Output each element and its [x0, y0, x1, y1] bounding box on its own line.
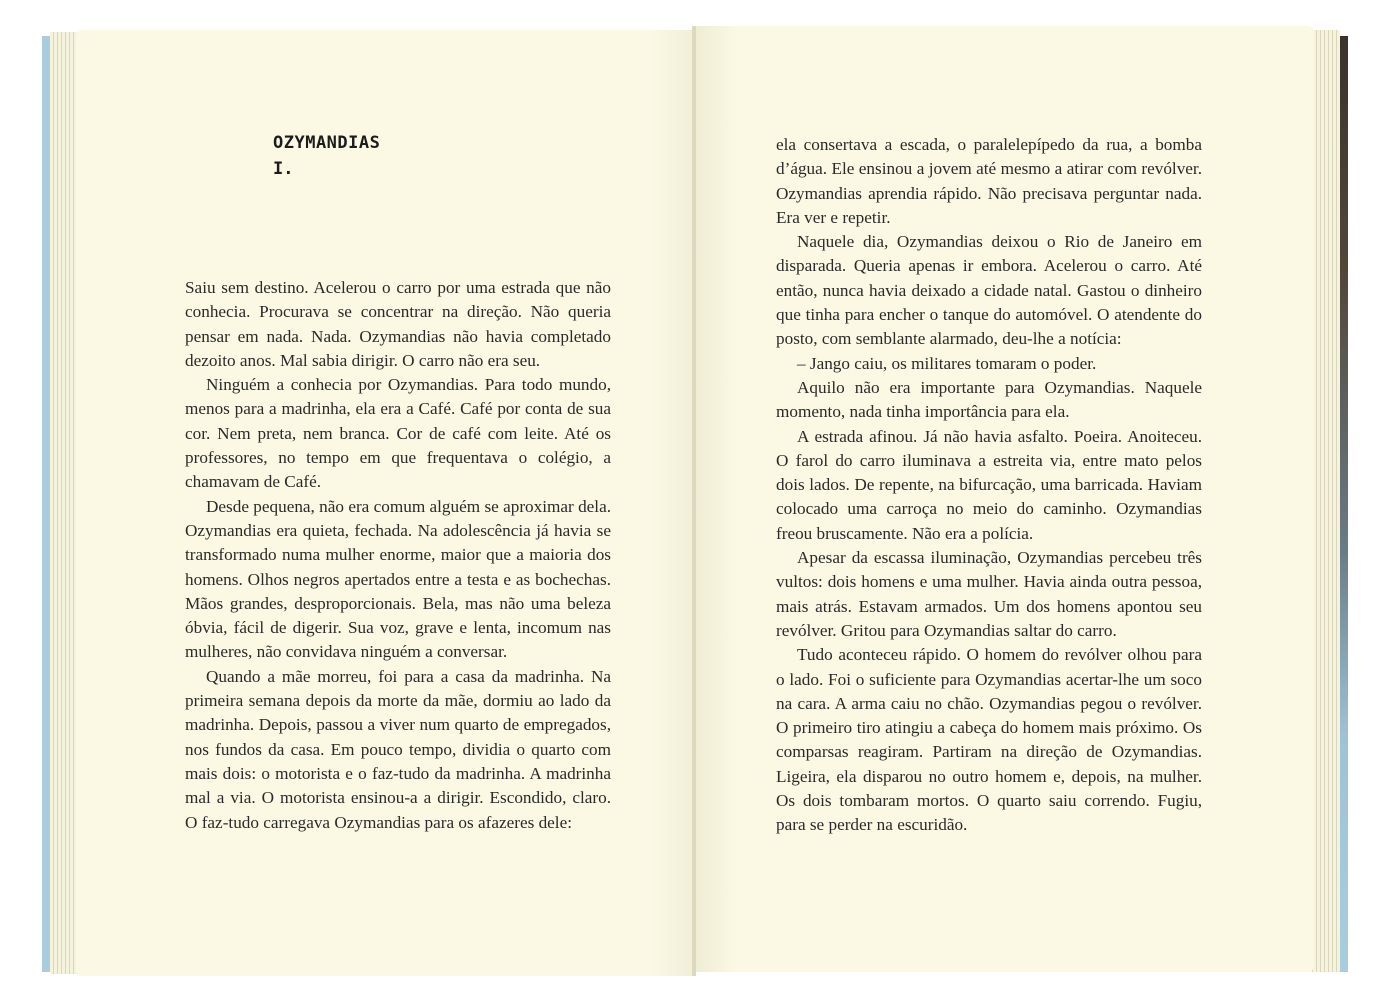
- paragraph: Desde pequena, não era comum alguém se aproximar dela. Ozymandias era quieta, fechada. Na adolescência já havia se transformado numa mulher enorme, maior que a maioria dos homens. Olhos negros apertados entre a testa e as bochechas. Mãos grandes, desproporcionais. Bela, mas não uma beleza óbvia, fácil de digerir. Sua voz, grave e lenta, incomum nas mulheres, não convidava ninguém a conversar.: [185, 496, 611, 662]
- paragraph: Aquilo não era importante para Ozymandias. Naquele momento, nada tinha importância para ela.: [776, 377, 1202, 422]
- paragraph: Apesar da escassa iluminação, Ozymandias percebeu três vultos: dois homens e uma mulher. Havia ainda outra pessoa, mais atrás. Estavam armados. Um dos homens apontou seu revólver. Gritou para Ozymandias saltar do carro.: [776, 548, 1202, 640]
- left-page-body: [185, 276, 611, 835]
- paragraph: Ninguém a conhecia por Ozymandias. Para todo mundo, menos para a madrinha, ela era a Café. Café por conta de sua cor. Nem preta, nem branca. Cor de café com leite. Até os professores, no tempo em que frequentava o colégio, a chamavam de Café.: [185, 375, 611, 492]
- paragraph: A estrada afinou. Já não havia asfalto. Poeira. Anoiteceu. O farol do carro iluminava a estreita via, entre mato pelos dois lados. De repente, na bifurcação, uma barricada. Haviam colocado uma carroça no meio do caminho. Ozymandias freou bruscamente. Não era a polícia.: [776, 426, 1202, 543]
- paragraph: Quando a mãe morreu, foi para a casa da madrinha. Na primeira semana depois da morte da mãe, dormiu ao lado da madrinha. Depois, passou a viver num quarto de empregados, nos fundos da casa. Em pouco tempo, dividia o quarto com mais dois: o motorista e o faz-tudo da madrinha. A madrinha mal a via. O motorista ensinou-a a dirigir. Escondido, claro. O faz-tudo carregava Ozymandias para os afazeres dele:: [185, 666, 611, 832]
- paragraph: Naquele dia, Ozymandias deixou o Rio de Janeiro em disparada. Queria apenas ir embora. Acelerou o carro. Até então, nunca havia deixado a cidade natal. Gastou o dinheiro que tinha para encher o tanque do automóvel. O atendente do posto, com semblante alarmado, deu-lhe a notícia:: [776, 232, 1202, 349]
- book-gutter: [692, 26, 696, 976]
- right-page-body: [776, 133, 1202, 838]
- dialogue-line: – Jango caiu, os militares tomaram o poder.: [797, 353, 1097, 373]
- paragraph: ela consertava a escada, o paralelepípedo da rua, a bomba d’água. Ele ensinou a jovem até mesmo a atirar com revólver. Ozymandias aprendia rápido. Não precisava perguntar nada. Era ver e repetir.: [776, 135, 1202, 227]
- chapter-number: I.: [273, 159, 294, 179]
- paragraph: Saiu sem destino. Acelerou o carro por uma estrada que não conhecia. Procurava se concentrar na direção. Não queria pensar em nada. Nada. Ozymandias não havia completado dezoito anos. Mal sabia dirigir. O carro não era seu.: [185, 278, 611, 370]
- paragraph: Tudo aconteceu rápido. O homem do revólver olhou para o lado. Foi o suficiente para Ozymandias acertar-lhe um soco na cara. A arma caiu no chão. Ozymandias pegou o revólver. O primeiro tiro atingiu a cabeça do homem mais próximo. Os comparsas reagiram. Partiram na direção de Ozymandias. Ligeira, ela disparou no outro homem e, depois, na mulher. Os dois tombaram mortos. O quarto saiu correndo. Fugiu, para se perder na escuridão.: [776, 645, 1202, 835]
- chapter-title: OZYMANDIAS: [273, 133, 381, 153]
